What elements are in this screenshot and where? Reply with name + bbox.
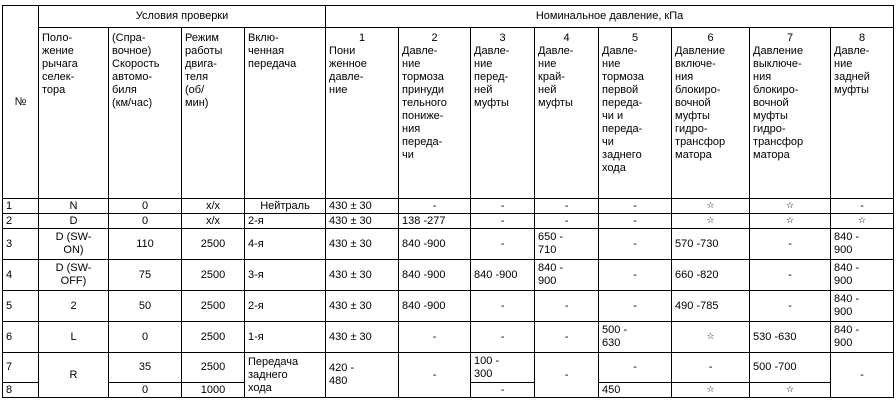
pressure-cell-5: - (599, 199, 672, 214)
engaged-gear-header: Вклю- ченная передача (245, 28, 326, 199)
selector-position-cell: L (39, 322, 109, 353)
engine-mode-cell: 2500 (182, 260, 245, 291)
row-number: 3 (3, 229, 39, 260)
engaged-gear-cell: 2-я (245, 214, 326, 229)
pressure-cell-6 (672, 322, 750, 353)
table-row (3, 199, 894, 214)
pressure-cell-2: 138 -277 (399, 214, 471, 229)
vehicle-speed-cell: 0 (109, 322, 182, 353)
pressure-col-number: 5 (631, 32, 639, 44)
pressure-cell-7: 500 -700 (750, 353, 831, 383)
pressure-cell-1: 420 - 480 (326, 353, 399, 398)
pressure-cell-4: 840 - 900 (535, 260, 599, 291)
pressure-col-6-header (672, 28, 750, 199)
row-number: 1 (3, 199, 39, 214)
pressure-col-label: Давление выключе- ния блокиро- вочной муфты гидро- трансфор матора (753, 45, 804, 161)
pressure-cell-4: - (535, 199, 599, 214)
pressure-col-label: Пони женное давле- ние (329, 45, 367, 96)
pressure-col-label: Давле- ние тормоза принуди тельного пониже- ния переда- чи (402, 45, 447, 161)
pressure-col-label: Давле- ние край- ней муфты (538, 45, 574, 109)
pressure-cell-5: - (599, 214, 672, 229)
pressure-spec-table (2, 5, 894, 398)
row-number: 7 (3, 353, 39, 383)
pressure-cell-1: 430 ± 30 (326, 214, 399, 229)
pressure-cell-3: - (471, 199, 535, 214)
pressure-col-8-header (831, 28, 894, 199)
pressure-col-number: 3 (499, 32, 506, 44)
pressure-cell-6: 490 -785 (672, 291, 750, 322)
pressure-col-number: 4 (563, 32, 570, 44)
engine-mode-cell: х/х (182, 199, 245, 214)
pressure-cell-4: - (535, 214, 599, 229)
pressure-col-2-header (399, 28, 471, 199)
pressure-cell-3: - (471, 291, 535, 322)
pressure-cell-3: 100 - 300 (471, 353, 535, 383)
pressure-col-4-header (535, 28, 599, 199)
row-number: 4 (3, 260, 39, 291)
pressure-cell-5: - (599, 229, 672, 260)
row-number: 8 (3, 383, 39, 398)
pressure-cell-2: - (399, 322, 471, 353)
selector-position-header: Поло- жение рычага селек- тора (39, 28, 109, 199)
pressure-col-label: Давле- ние перед- ней муфты (474, 45, 510, 109)
pressure-cell-7: - (750, 291, 831, 322)
engine-mode-cell: 2500 (182, 353, 245, 383)
engaged-gear-cell: Передача заднего хода (245, 353, 326, 398)
pressure-cell-7 (750, 214, 831, 229)
pressure-col-1-header (326, 28, 399, 199)
pressure-cell-3: - (471, 229, 535, 260)
star-icon: ☆ (785, 216, 795, 226)
pressure-col-label: Давление включе- ния блокиро- вочной муфты гидро- трансфор матора (675, 45, 726, 161)
selector-position-cell: R (39, 353, 109, 398)
pressure-col-5-header (599, 28, 672, 199)
pressure-col-7-header (750, 28, 831, 199)
pressure-cell-6: - (672, 353, 750, 383)
star-icon: ☆ (858, 216, 867, 226)
engaged-gear-cell: 3-я (245, 260, 326, 291)
table-row (3, 322, 894, 353)
pressure-col-label: Давле- ние задней муфты (834, 45, 870, 96)
pressure-cell-8: 840 - 900 (831, 229, 894, 260)
row-number: 5 (3, 291, 39, 322)
pressure-cell-3: - (471, 322, 535, 353)
star-icon: ☆ (706, 216, 715, 226)
pressure-cell-7: - (750, 229, 831, 260)
table-row (3, 291, 894, 322)
pressure-cell-3: - (471, 214, 535, 229)
pressure-cell-7: - (750, 260, 831, 291)
conditions-group-header: Условия проверки (39, 6, 326, 28)
pressure-col-number: 6 (707, 32, 714, 44)
pressure-cell-4: - (535, 291, 599, 322)
pressure-cell-8: - (831, 199, 894, 214)
engine-mode-header: Режим работы двига- теля (об/ мин) (182, 28, 245, 199)
engaged-gear-cell: 2-я (245, 291, 326, 322)
pressure-col-label: Давле- ние тормоза первой переда- чи и переда- чи заднего хода (602, 45, 644, 174)
pressure-cell-6 (672, 214, 750, 229)
pressure-cell-6 (672, 199, 750, 214)
pressure-cell-1: 430 ± 30 (326, 199, 399, 214)
vehicle-speed-cell: 110 (109, 229, 182, 260)
pressure-col-number: 7 (786, 32, 794, 44)
pressure-cell-2: - (399, 199, 471, 214)
pressure-col-number: 1 (358, 32, 366, 44)
vehicle-speed-cell: 0 (109, 214, 182, 229)
pressure-col-number: 2 (431, 32, 438, 44)
pressure-cell-1: 430 ± 30 (326, 260, 399, 291)
pressure-cell-2: - (399, 353, 471, 398)
pressure-cell-6 (672, 383, 750, 398)
pressure-cell-3: - (471, 383, 535, 398)
engine-mode-cell: 2500 (182, 229, 245, 260)
star-icon: ☆ (706, 201, 715, 211)
table-row (3, 353, 894, 383)
pressure-cell-8: 840 - 900 (831, 260, 894, 291)
pressure-cell-7 (750, 199, 831, 214)
vehicle-speed-cell: 0 (109, 199, 182, 214)
table-row (3, 214, 894, 229)
engine-mode-cell: 1000 (182, 383, 245, 398)
pressure-cell-2: 840 -900 (399, 291, 471, 322)
selector-position-cell: D (SW- OFF) (39, 260, 109, 291)
selector-position-cell: N (39, 199, 109, 214)
pressure-cell-7: 530 -630 (750, 322, 831, 353)
row-number-header: № (3, 6, 39, 199)
vehicle-speed-cell: 0 (109, 383, 182, 398)
engaged-gear-cell: Нейтраль (245, 199, 326, 214)
table-row (3, 260, 894, 291)
star-icon: ☆ (706, 332, 715, 342)
pressure-cell-5: - (599, 353, 672, 383)
vehicle-speed-cell: 50 (109, 291, 182, 322)
pressure-cell-4: 650 - 710 (535, 229, 599, 260)
pressure-cell-1: 430 ± 30 (326, 322, 399, 353)
vehicle-speed-header: (Спра- вочное) Скорость автомо- биля (км/час) (109, 28, 182, 199)
selector-position-cell: 2 (39, 291, 109, 322)
pressure-cell-1: 430 ± 30 (326, 229, 399, 260)
engaged-gear-cell: 4-я (245, 229, 326, 260)
pressure-cell-7 (750, 383, 831, 398)
row-number: 2 (3, 214, 39, 229)
pressure-cell-8: - (831, 353, 894, 398)
pressure-col-number: 8 (859, 32, 866, 44)
pressure-col-3-header (471, 28, 535, 199)
pressure-cell-5: 450 (599, 383, 672, 398)
pressure-cell-5: 500 - 630 (599, 322, 672, 353)
pressure-cell-8: 840 - 900 (831, 322, 894, 353)
row-number: 6 (3, 322, 39, 353)
pressure-cell-6: 660 -820 (672, 260, 750, 291)
pressure-cell-8 (831, 214, 894, 229)
pressure-group-header: Номинальное давление, кПа (326, 6, 894, 28)
pressure-cell-1: 430 ± 30 (326, 291, 399, 322)
star-icon: ☆ (785, 385, 795, 395)
table-row (3, 229, 894, 260)
engine-mode-cell: х/х (182, 214, 245, 229)
vehicle-speed-cell: 35 (109, 353, 182, 383)
pressure-cell-5: - (599, 291, 672, 322)
pressure-cell-2: 840 -900 (399, 229, 471, 260)
star-icon: ☆ (706, 385, 715, 395)
engine-mode-cell: 2500 (182, 291, 245, 322)
engine-mode-cell: 2500 (182, 322, 245, 353)
pressure-cell-4: - (535, 322, 599, 353)
vehicle-speed-cell: 75 (109, 260, 182, 291)
pressure-cell-2: 840 -900 (399, 260, 471, 291)
engaged-gear-cell: 1-я (245, 322, 326, 353)
star-icon: ☆ (785, 201, 795, 211)
pressure-cell-6: 570 -730 (672, 229, 750, 260)
pressure-cell-8: 840 - 900 (831, 291, 894, 322)
pressure-cell-3: 840 -900 (471, 260, 535, 291)
pressure-cell-4: - (535, 353, 599, 398)
pressure-cell-5: - (599, 260, 672, 291)
selector-position-cell: D (SW- ON) (39, 229, 109, 260)
selector-position-cell: D (39, 214, 109, 229)
